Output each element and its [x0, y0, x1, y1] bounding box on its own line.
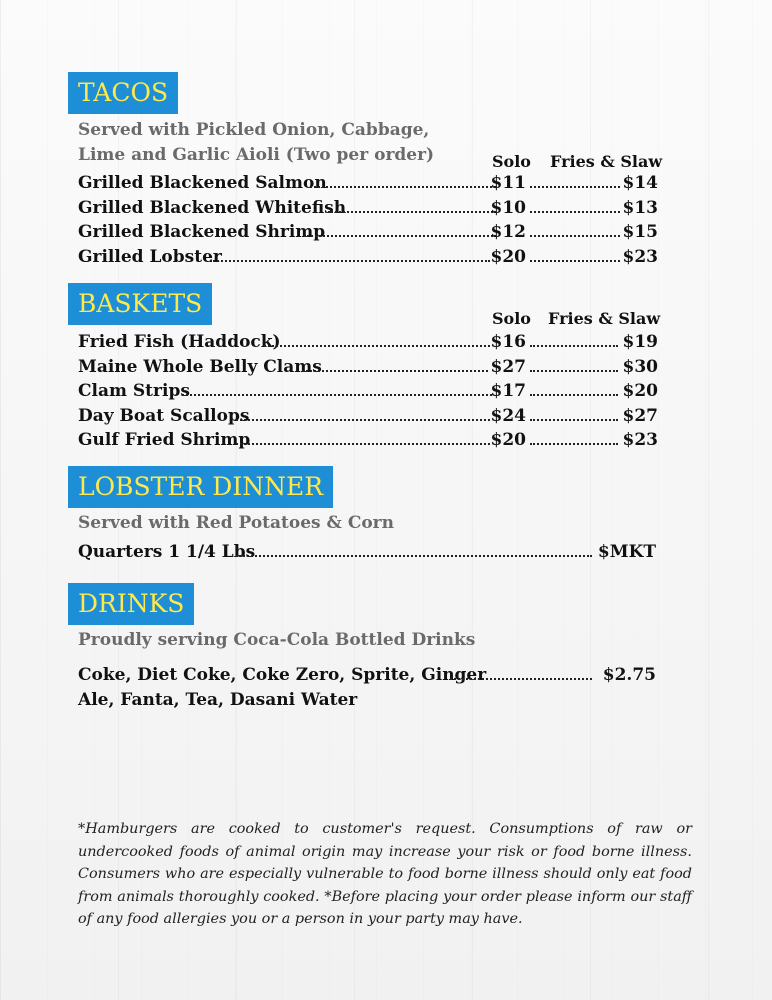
baskets-col-solo: Solo [492, 309, 531, 328]
item-solo-price: $20 [490, 430, 526, 450]
item-fries-price: $19 [622, 332, 658, 352]
item-fries-price: $23 [622, 430, 658, 450]
item-name: Grilled Lobster [78, 247, 222, 267]
item-solo-price: $27 [490, 357, 526, 377]
menu-item-row [78, 171, 658, 195]
item-name-line1: Coke, Diet Coke, Coke Zero, Sprite, Ginger [78, 665, 487, 685]
item-fries-price: $13 [622, 198, 658, 218]
menu-item-row [78, 404, 658, 428]
lobster-subtitle: Served with Red Potatoes & Corn [78, 513, 395, 533]
baskets-col-fries-slaw: Fries & Slaw [548, 309, 661, 328]
item-name: Gulf Fried Shrimp [78, 430, 251, 450]
item-name: Day Boat Scallops [78, 406, 250, 426]
menu-item-row [78, 245, 658, 269]
item-fries-price: $15 [622, 222, 658, 242]
tacos-subtitle-line1: Served with Pickled Onion, Cabbage, [78, 120, 430, 140]
item-solo-price: $24 [490, 406, 526, 426]
tacos-col-solo: Solo [492, 152, 531, 171]
item-name: Grilled Blackened Shrimp [78, 222, 326, 242]
menu-item-row [78, 663, 656, 687]
menu-item-row [78, 540, 656, 564]
menu-item-row [78, 330, 658, 354]
item-fries-price: $27 [622, 406, 658, 426]
item-name: Clam Strips [78, 381, 190, 401]
item-name-line2: Ale, Fanta, Tea, Dasani Water [78, 690, 358, 710]
menu-item-row [78, 428, 658, 452]
item-price: $MKT [597, 542, 656, 562]
item-solo-price: $11 [490, 173, 526, 193]
item-fries-price: $30 [622, 357, 658, 377]
item-solo-price: $10 [490, 198, 526, 218]
item-solo-price: $20 [490, 247, 526, 267]
item-name: Fried Fish (Haddock) [78, 332, 281, 352]
allergy-footnote: *Hamburgers are cooked to customer's request. Consumptions of raw or undercooked foods of animal origin may increase your risk or food borne illness. Consumers who are especially vulnerable to food borne illness should only eat food from animals thoroughly cooked. *Before placing your order please inform our staff of any food allergies you or a person in your party may have. [78, 821, 692, 927]
tacos-subtitle-line2: Lime and Garlic Aioli (Two per order) [78, 145, 435, 165]
menu-item-row [78, 355, 658, 379]
drinks-subtitle: Proudly serving Coca-Cola Bottled Drinks [78, 630, 476, 650]
menu-item-row [78, 220, 658, 244]
menu-item-row-continued [78, 688, 658, 712]
item-solo-price: $12 [490, 222, 526, 242]
item-name: Quarters 1 1/4 Lbs [78, 542, 256, 562]
drinks-header: DRINKS [68, 583, 194, 625]
item-price: $2.75 [602, 665, 656, 685]
item-solo-price: $17 [490, 381, 526, 401]
item-fries-price: $20 [622, 381, 658, 401]
item-fries-price: $14 [622, 173, 658, 193]
item-name: Grilled Blackened Salmon [78, 173, 327, 193]
menu-item-row [78, 379, 658, 403]
item-name: Maine Whole Belly Clams [78, 357, 322, 377]
tacos-col-fries-slaw: Fries & Slaw [550, 152, 663, 171]
baskets-header: BASKETS [68, 283, 212, 325]
item-name: Grilled Blackened Whitefish [78, 198, 347, 218]
tacos-header: TACOS [68, 72, 178, 114]
item-solo-price: $16 [490, 332, 526, 352]
item-fries-price: $23 [622, 247, 658, 267]
lobster-dinner-header: LOBSTER DINNER [68, 466, 333, 508]
menu-item-row [78, 196, 658, 220]
